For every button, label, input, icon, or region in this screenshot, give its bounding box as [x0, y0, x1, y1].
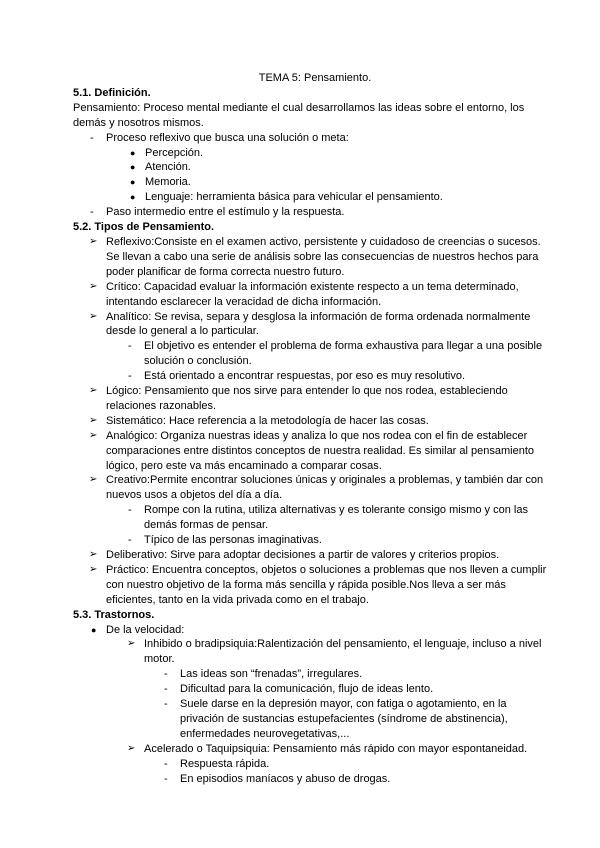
page-title: TEMA 5: Pensamiento. [258, 72, 372, 84]
arrow-bullet-icon: ➢ [89, 310, 98, 322]
list-item-text: Proceso reflexivo que busca una solución o meta: [106, 131, 349, 144]
list-item-text: Práctico: Encuentra conceptos, objetos o soluciones a problemas que nos lleven a cumplir con nuestro objetivo de la forma más sencilla y rápida posible.Nos lleva a ser más eficientes, tanto en la vida privada como en el trabajo. [106, 563, 547, 606]
dash-marker: - [128, 534, 132, 547]
list-item-text: Inhibido o bradipsiquia:Ralentización del pensamiento, el lenguaje, incluso a nivel motor. [144, 638, 542, 666]
list-item-text: Está orientado a encontrar respuestas, por eso es muy resolutivo. [144, 370, 466, 383]
dash-marker: - [128, 340, 132, 353]
list-item-analogico [89, 429, 553, 474]
paragraph-definition: Pensamiento: Proceso mental mediante el cual desarrollamos las ideas sobre el entorno, los demás y nosotros mismos. [73, 101, 525, 129]
dash-marker: - [164, 757, 168, 770]
dash-marker: - [128, 370, 132, 383]
list-item-critico [89, 280, 553, 310]
bullet-marker: ● [91, 624, 97, 635]
list-item-reflexivo [89, 235, 553, 280]
bullet-marker: ● [130, 162, 136, 173]
list-item-text: Las ideas son “frenadas”, irregulares. [180, 668, 363, 681]
dash-marker: - [164, 668, 168, 681]
list-item-text: Creativo:Permite encontrar soluciones únicas y originales a problemas, y también dar con nuevos usos a objetos del día a día. [106, 474, 544, 502]
list-item-text: Lenguaje: herramienta básica para vehicular el pensamiento. [145, 191, 443, 204]
list-item-text: En episodios maníacos y abuso de drogas. [180, 772, 391, 785]
list-item-text: Acelerado o Taquipsiquia: Pensamiento más rápido con mayor espontaneidad. [144, 742, 528, 755]
list-item-text: El objetivo es entender el problema de forma exhaustiva para llegar a una posible solución o conclusión. [144, 340, 543, 368]
list-item-velocidad [91, 623, 553, 638]
arrow-bullet-icon: ➢ [89, 549, 98, 560]
bullet-marker: ● [130, 192, 136, 203]
dash-marker: - [164, 683, 168, 696]
list-item [128, 369, 553, 384]
list-item-text: Dificultad para la comunicación, flujo de ideas lento. [180, 683, 434, 696]
dash-marker: - [128, 504, 132, 517]
list-item [128, 503, 553, 533]
list-item-text: Respuesta rápida. [180, 757, 270, 770]
list-item-text: Paso intermedio entre el estímulo y la respuesta. [106, 206, 345, 219]
list-item-logico [89, 384, 553, 414]
list-item-text: Deliberativo: Sirve para adoptar decisiones a partir de valores y criterios propios. [106, 549, 500, 561]
arrow-bullet-icon: ➢ [89, 385, 98, 397]
list-item [90, 205, 553, 220]
arrow-bullet-icon: ➢ [89, 280, 98, 292]
list-item [130, 160, 553, 175]
list-item-analitico [89, 310, 553, 340]
list-item [128, 533, 553, 548]
arrow-bullet-icon: ➢ [89, 563, 98, 575]
arrow-bullet-icon: ➢ [89, 414, 98, 426]
list-item-sistematico [89, 414, 553, 429]
list-item-acelerado [127, 742, 553, 757]
dash-marker: - [90, 206, 94, 219]
list-item-text: Sistemático: Hace referencia a la metodología de hacer las cosas. [106, 414, 429, 427]
list-item [130, 146, 553, 161]
list-item-text: Crítico: Capacidad evaluar la información existente respecto a un tema determinado, intentando esclarecer la veracidad de dicha información. [106, 280, 519, 308]
list-item [164, 667, 553, 682]
section-heading-definicion: 5.1. Definición. [73, 86, 151, 99]
arrow-bullet-icon: ➢ [127, 742, 136, 754]
dash-marker: - [164, 772, 168, 785]
bullet-marker: ● [130, 177, 136, 188]
section-heading-tipos: 5.2. Tipos de Pensamiento. [73, 221, 215, 234]
arrow-bullet-icon: ➢ [89, 429, 98, 441]
list-item-text: Analítico: Se revisa, separa y desglosa la información de forma ordenada normalmente desde lo general a lo particular. [106, 310, 531, 338]
dash-marker: - [90, 131, 94, 144]
section-heading-trastornos: 5.3. Trastornos. [73, 608, 155, 621]
list-item [164, 697, 553, 742]
arrow-bullet-icon: ➢ [89, 235, 98, 247]
list-item-text: Memoria. [145, 176, 191, 189]
list-item [130, 190, 553, 205]
list-item-text: Lógico: Pensamiento que nos sirve para entender lo que nos rodea, estableciendo relaciones razonables. [106, 385, 508, 412]
list-item-text: Típico de las personas imaginativas. [144, 534, 322, 547]
list-item-practico [89, 563, 553, 608]
list-item-text: De la velocidad: [106, 623, 185, 636]
list-item [130, 175, 553, 190]
list-item-text: Suele darse en la depresión mayor, con fatiga o agotamiento, en la privación de sustancias estupefacientes (síndrome de abstinencia), enfermedades neurovegetativas,... [180, 698, 508, 740]
list-item-text: Reflexivo:Consiste en el examen activo, persistente y cuidadoso de creencias o sucesos. Se llevan a cabo una serie de análisis sobre las consecuencias de nuestros hechos para poder planificar de forma correcta nuestro futuro. [106, 235, 541, 278]
list-item [90, 131, 553, 146]
list-item [128, 339, 553, 369]
arrow-bullet-icon: ➢ [127, 638, 136, 650]
bullet-marker: ● [130, 147, 136, 158]
list-item [164, 682, 553, 697]
arrow-bullet-icon: ➢ [89, 474, 98, 486]
list-item-inhibido [127, 637, 553, 667]
list-item [164, 772, 553, 787]
list-item [164, 757, 553, 772]
document-body [73, 71, 553, 787]
list-item-text: Percepción. [145, 146, 204, 159]
dash-marker: - [164, 698, 168, 711]
list-item-text: Analógico: Organiza nuestras ideas y analiza lo que nos rodea con el fin de establecer comparaciones entre distintos conceptos de nuestra realidad. Es similar al pensamiento lógico, pero este va más encaminado a comparar cosas. [106, 429, 535, 472]
list-item-text: Rompe con la rutina, utiliza alternativas y es tolerante consigo mismo y con las demás formas de pensar. [144, 504, 528, 532]
list-item-creativo [89, 473, 553, 503]
list-item-deliberativo [89, 548, 553, 563]
list-item-text: Atención. [145, 161, 191, 174]
